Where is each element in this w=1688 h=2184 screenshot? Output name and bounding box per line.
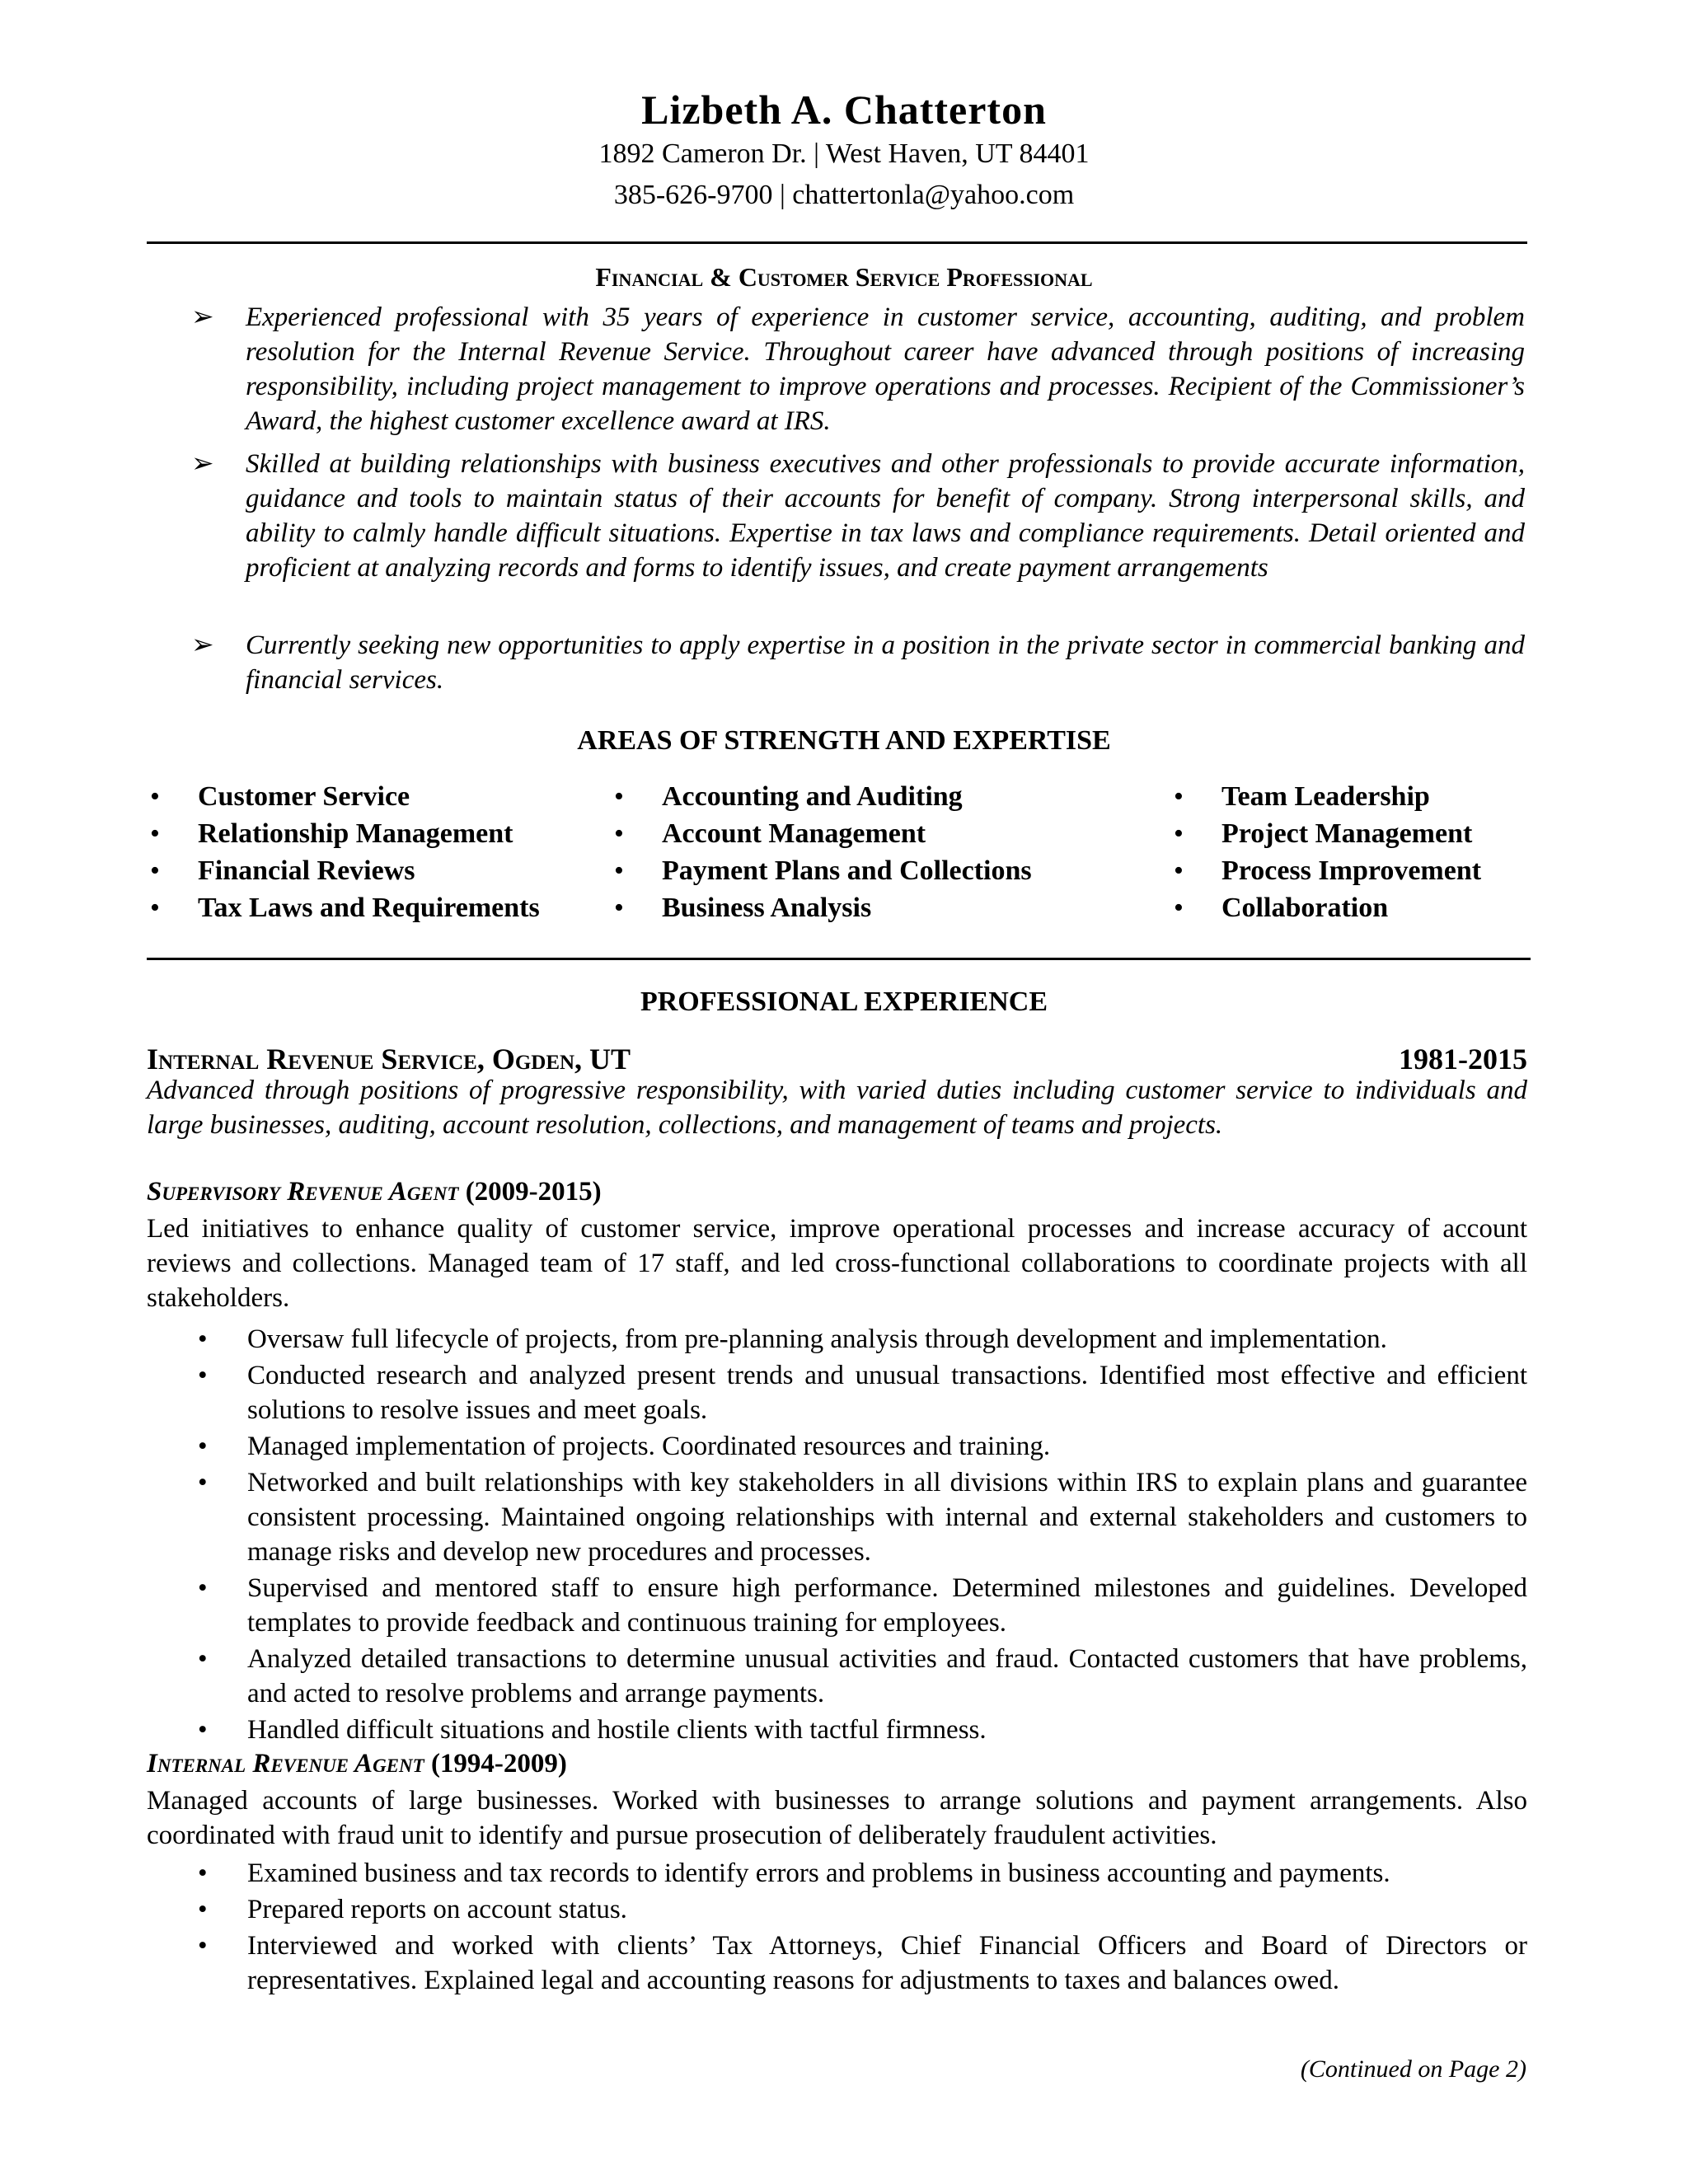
role-description: Led initiatives to enhance quality of customer service, improve operational processes and increase accuracy of account reviews and collections. Managed team of 17 staff, and led cross-functional collaborations to coordinate projects with all stakeholders. <box>147 1214 1527 1313</box>
bullet-icon: • <box>198 1644 208 1674</box>
continued-note: (Continued on Page 2) <box>1300 2055 1526 2083</box>
role-title: Internal Revenue Agent <box>147 1749 424 1779</box>
bullet-icon: • <box>1174 781 1184 812</box>
bullet-icon: • <box>198 1324 208 1354</box>
bullet-icon: • <box>150 818 160 849</box>
employer-line <box>147 1042 1527 1076</box>
bullet-icon: • <box>1174 855 1184 886</box>
profile-item-text: Experienced professional with 35 years of experience in customer service, accounting, auditing, and problem resolution for the Internal Revenue Service. Throughout career have advanced through positions of increasing responsibility, including project management to improve operations and processes. Recipient of the Commissioner’s Award, the highest customer excellence award at IRS. <box>246 302 1525 436</box>
role-bullet: • Conducted research and analyzed present trends and unusual transactions. Identified most effective and efficient solutions to resolve issues and meet goals. <box>198 1358 1527 1427</box>
bullet-icon: • <box>198 1895 208 1924</box>
bullet-icon: • <box>614 893 624 923</box>
bullet-icon: • <box>198 1432 208 1461</box>
role-title: Supervisory Revenue Agent <box>147 1177 459 1207</box>
bullet-icon: • <box>198 1361 208 1390</box>
address-line: 1892 Cameron Dr. | West Haven, UT 84401 <box>598 138 1090 169</box>
role-bullet: • Prepared reports on account status. <box>198 1892 1527 1927</box>
skill-item: • Financial Reviews <box>150 855 415 886</box>
skill-item: • Accounting and Auditing <box>614 781 963 812</box>
bullet-icon: • <box>1174 893 1184 923</box>
skill-item: • Tax Laws and Requirements <box>150 893 540 923</box>
bullet-icon: • <box>1174 818 1184 849</box>
skill-item: • Account Management <box>614 818 926 849</box>
role-years: (2009-2015) <box>465 1177 602 1207</box>
bullet-icon: • <box>198 1468 208 1497</box>
section-divider <box>147 958 1531 960</box>
employer-name: Internal Revenue Service, Ogden, UT <box>147 1043 631 1076</box>
experience-title: PROFESSIONAL EXPERIENCE <box>640 987 1048 1017</box>
bullet-icon: • <box>150 781 160 812</box>
skill-item: • Business Analysis <box>614 893 872 923</box>
bullet-icon: • <box>150 893 160 923</box>
arrow-bullet-icon: ➢ <box>191 302 214 332</box>
skill-item: • Team Leadership <box>1174 781 1430 812</box>
profile-item <box>191 300 1525 438</box>
role-description: Managed accounts of large businesses. Worked with businesses to arrange solutions and payment arrangements. Also coordinated with fraud unit to identify and pursue prosecution of deliberately fraudulent activities. <box>147 1786 1527 1850</box>
role-heading <box>147 1749 567 1779</box>
phone-email-line: 385-626-9700 | chattertonla@yahoo.com <box>613 180 1075 210</box>
profile-item <box>191 628 1525 697</box>
bullet-icon: • <box>614 855 624 886</box>
role-heading <box>147 1177 602 1207</box>
skill-item: • Process Improvement <box>1174 855 1482 886</box>
profile-item-text: Currently seeking new opportunities to apply expertise in a position in the private sector in commercial banking and financial services. <box>246 630 1525 695</box>
profile-item <box>191 447 1525 585</box>
employer-summary: Advanced through positions of progressive responsibility, with varied duties including customer service to individuals and large businesses, auditing, account resolution, collections, and management of teams and projects. <box>147 1076 1527 1140</box>
strengths-title: AREAS OF STRENGTH AND EXPERTISE <box>577 725 1111 756</box>
profile-title: Financial & Customer Service Professional <box>595 262 1093 292</box>
role-bullet: • Oversaw full lifecycle of projects, from pre-planning analysis through development and implementation. <box>198 1322 1527 1357</box>
skill-item: • Project Management <box>1174 818 1473 849</box>
candidate-name: Lizbeth A. Chatterton <box>641 87 1047 133</box>
bullet-icon: • <box>150 855 160 886</box>
role-bullet: • Handled difficult situations and hostile clients with tactful firmness. <box>198 1713 1527 1747</box>
skill-item: • Relationship Management <box>150 818 513 849</box>
bullet-icon: • <box>198 1715 208 1745</box>
bullet-icon: • <box>198 1573 208 1603</box>
bullet-icon: • <box>198 1931 208 1961</box>
role-bullet: • Examined business and tax records to identify errors and problems in business accounting and payments. <box>198 1856 1527 1891</box>
header-divider <box>147 241 1527 244</box>
role-years: (1994-2009) <box>430 1749 567 1779</box>
skill-item: • Customer Service <box>150 781 410 812</box>
profile-item-text: Skilled at building relationships with business executives and other professionals to provide accurate information, guidance and tools to maintain status of their accounts for benefit of company. Strong interpersonal skills, and ability to calmly handle difficult situations. Expertise in tax laws and compliance requirements. Detail oriented and proficient at analyzing records and forms to identify issues, and create payment arrangements <box>246 449 1525 583</box>
arrow-bullet-icon: ➢ <box>191 449 214 479</box>
arrow-bullet-icon: ➢ <box>191 630 214 660</box>
bullet-icon: • <box>614 818 624 849</box>
employer-years: 1981-2015 <box>1399 1043 1527 1076</box>
role-bullet: • Networked and built relationships with key stakeholders in all divisions within IRS to explain plans and guarantee consistent processing. Maintained ongoing relationships with internal and external stakeholders and customers to manage risks and develop new procedures and processes. <box>198 1465 1527 1569</box>
skill-item: • Collaboration <box>1174 893 1389 923</box>
role-bullet: • Supervised and mentored staff to ensure high performance. Determined milestones and guidelines. Developed templates to provide feedback and continuous training for employees. <box>198 1571 1527 1640</box>
role-bullet: • Managed implementation of projects. Coordinated resources and training. <box>198 1429 1527 1464</box>
skill-item: • Payment Plans and Collections <box>614 855 1032 886</box>
bullet-icon: • <box>198 1858 208 1888</box>
bullet-icon: • <box>614 781 624 812</box>
role-bullet: • Interviewed and worked with clients’ Tax Attorneys, Chief Financial Officers and Board of Directors or representatives. Explained legal and accounting reasons for adjustments to taxes and balances owed. <box>198 1929 1527 1998</box>
role-bullet: • Analyzed detailed transactions to determine unusual activities and fraud. Contacted customers that have problems, and acted to resolve problems and arrange payments. <box>198 1642 1527 1711</box>
